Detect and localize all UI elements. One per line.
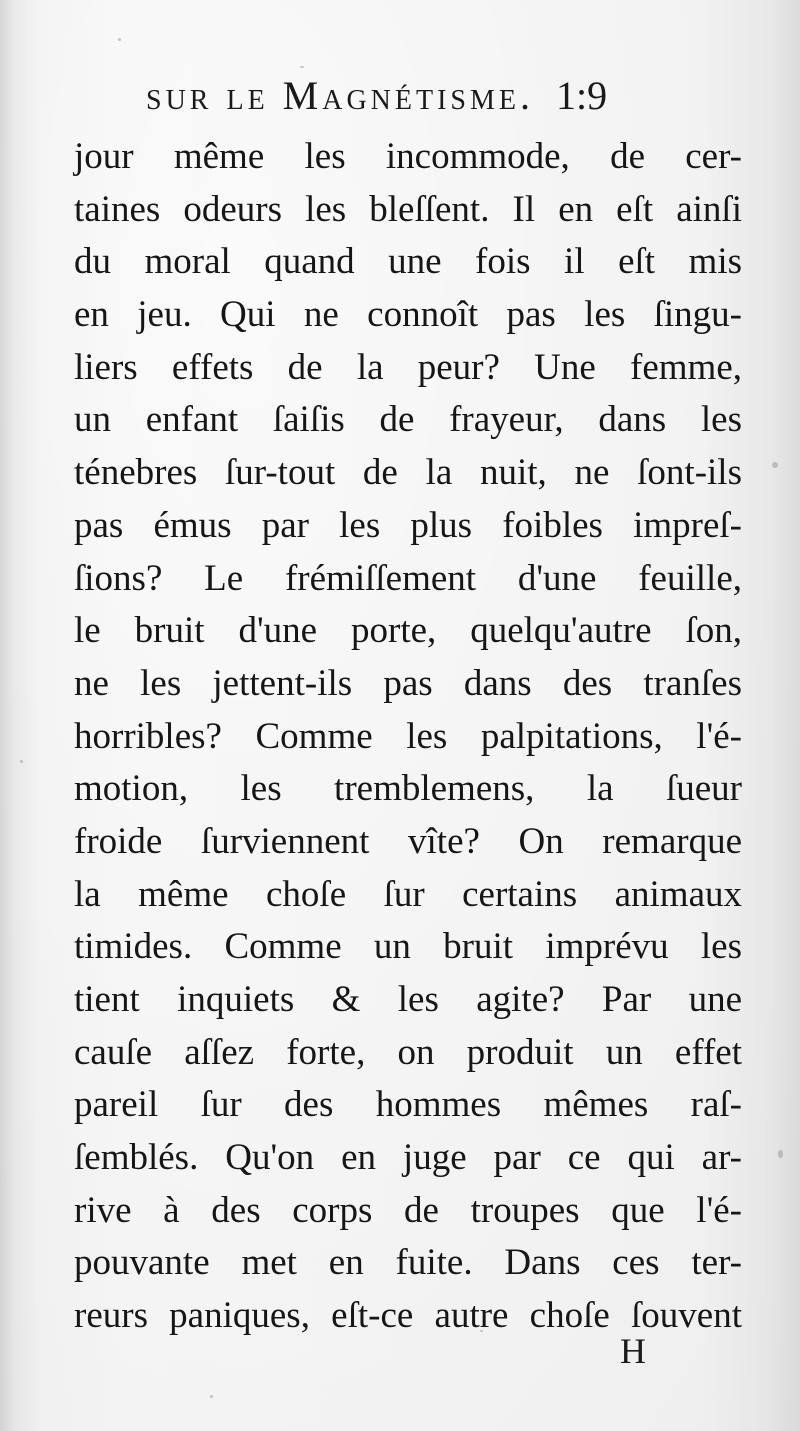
text-line: ne les jettent-ils pas dans des tranſes [74, 662, 742, 704]
text-line: ſions? Le frémiſſement d'une feuille, [74, 557, 742, 599]
text-line: pouvante met en fuite. Dans ces ter- [74, 1242, 742, 1284]
text-line: le bruit d'une porte, quelqu'autre ſon, [74, 610, 742, 652]
text-line: du moral quand une fois il eſt mis [74, 241, 742, 283]
text-line: ténebres ſur-tout de la nuit, ne ſont-ils [74, 452, 742, 494]
paper-speck [778, 1150, 783, 1158]
text-line: froide ſurviennent vîte? On remarque [74, 820, 742, 862]
text-line: la même choſe ſur certains animaux [74, 873, 742, 915]
text-line: timides. Comme un bruit imprévu les [74, 926, 742, 968]
text-line: liers effets de la peur? Une femme, [74, 346, 742, 388]
text-line: tient inquiets & les agite? Par une [74, 979, 742, 1020]
paper-speck [300, 66, 304, 68]
text-line: taines odeurs les bleſſent. Il en eſt ainſi [74, 188, 742, 230]
paper-speck [118, 38, 121, 41]
signature-mark: H [620, 1331, 646, 1371]
paper-speck [772, 462, 778, 468]
page-number: 1:9 [556, 73, 608, 118]
text-line: pareil ſur des hommes mêmes raſ- [74, 1084, 742, 1126]
text-line: jour même les incommode, de cer- [74, 136, 742, 177]
body-text [74, 131, 742, 1343]
running-head: sur le Magnétisme. [146, 73, 535, 118]
paper-speck [210, 1395, 213, 1398]
text-line: pas émus par les plus foibles impreſ- [74, 504, 742, 546]
paper-speck [20, 760, 23, 763]
text-line: horribles? Comme les palpitations, l'é- [74, 715, 742, 757]
text-line: reurs paniques, eſt-ce autre choſe ſouvent [74, 1295, 742, 1337]
text-line: en jeu. Qui ne connoît pas les ſingu- [74, 294, 742, 336]
text-line: un enfant ſaiſis de frayeur, dans les [74, 399, 742, 441]
text-line: motion, les tremblemens, la ſueur [74, 768, 742, 810]
text-line: ſemblés. Qu'on en juge par ce qui ar- [74, 1137, 742, 1179]
page-header [146, 72, 746, 130]
text-line: cauſe aſſez forte, on produit un effet [74, 1031, 742, 1073]
text-line: rive à des corps de troupes que l'é- [74, 1189, 742, 1231]
